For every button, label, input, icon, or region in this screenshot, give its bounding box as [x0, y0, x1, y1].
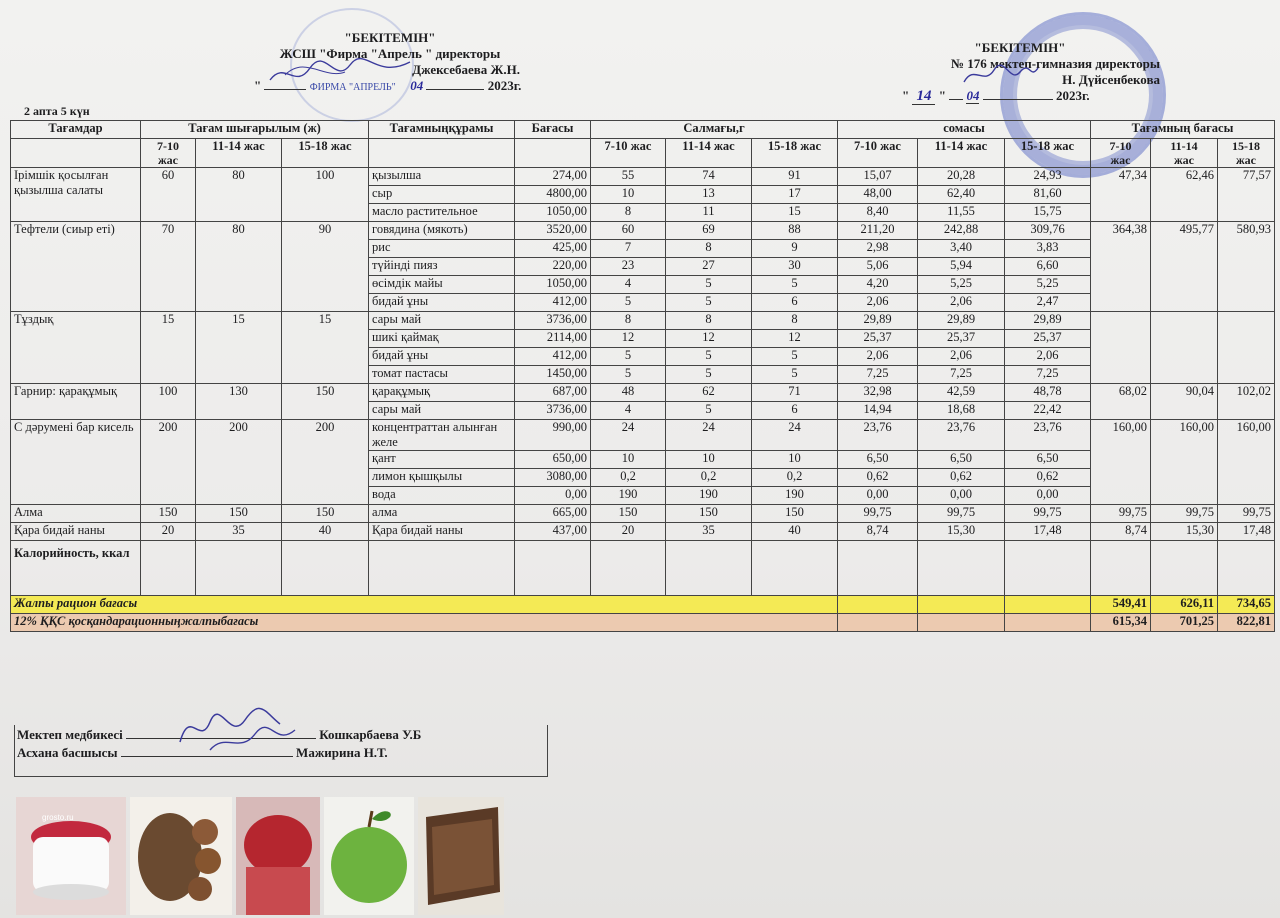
dish-output-age1: 60: [141, 168, 196, 222]
ingredient-name: алма: [369, 505, 515, 523]
ingredient-weight-age1: 5: [591, 366, 666, 384]
ingredient-weight-age2: 5: [666, 366, 752, 384]
ingredient-name: концентраттан алынған желе: [369, 420, 515, 451]
ingredient-price: 650,00: [515, 451, 591, 469]
dish-output-age3: 15: [282, 312, 369, 384]
total-price-age2: 626,11: [1151, 596, 1218, 614]
ingredient-sum-age3: 6,50: [1005, 451, 1091, 469]
ingredient-sum-age1: 23,76: [838, 420, 918, 451]
ingredient-sum-age1: 211,20: [838, 222, 918, 240]
ingredient-sum-age3: 15,75: [1005, 204, 1091, 222]
ingredient-weight-age3: 5: [752, 366, 838, 384]
ingredient-weight-age2: 8: [666, 312, 752, 330]
dish-output-age2: 80: [196, 168, 282, 222]
dish-name: Гарнир: қарақұмық: [11, 384, 141, 420]
ingredient-sum-age1: 14,94: [838, 402, 918, 420]
ingredient-row: [11, 222, 1275, 240]
total-price-row: [11, 596, 1275, 614]
ingredient-sum-age2: 7,25: [918, 366, 1005, 384]
approval-title-right: "БЕКІТЕМІН": [974, 40, 1066, 55]
col-dish-price: Тағамның бағасы: [1091, 121, 1275, 139]
dish-total-price-age2: 90,04: [1151, 384, 1218, 420]
dish-name: Алма: [11, 505, 141, 523]
ingredient-weight-age2: 190: [666, 487, 752, 505]
col-weight-age1: 7-10 жас: [591, 139, 666, 168]
ingredient-sum-age2: 99,75: [918, 505, 1005, 523]
dish-total-price-age1: 364,38: [1091, 222, 1151, 312]
ingredient-weight-age2: 8: [666, 240, 752, 258]
col-sum: сомасы: [838, 121, 1091, 139]
meatballs-buckwheat-photo: [130, 797, 232, 915]
ingredient-sum-age1: 29,89: [838, 312, 918, 330]
ingredient-sum-age1: 25,37: [838, 330, 918, 348]
approval-date-month-left: 04: [410, 78, 424, 93]
dish-output-age3: 40: [282, 523, 369, 541]
ingredient-weight-age1: 48: [591, 384, 666, 402]
ingredient-name: сары май: [369, 402, 515, 420]
ingredient-price: 990,00: [515, 420, 591, 451]
ingredient-sum-age3: 2,47: [1005, 294, 1091, 312]
ingredient-sum-age1: 8,40: [838, 204, 918, 222]
ingredient-sum-age1: 32,98: [838, 384, 918, 402]
dish-total-price-age1: 99,75: [1091, 505, 1151, 523]
ingredient-price: 1450,00: [515, 366, 591, 384]
header-row-1: [11, 121, 1275, 139]
approval-date-year-left: 2023г.: [487, 78, 522, 93]
ingredient-sum-age3: 29,89: [1005, 312, 1091, 330]
ingredient-weight-age3: 17: [752, 186, 838, 204]
ingredient-weight-age2: 150: [666, 505, 752, 523]
ingredient-row: [11, 312, 1275, 330]
ingredient-price: 4800,00: [515, 186, 591, 204]
dish-name: Қара бидай наны: [11, 523, 141, 541]
dish-output-age3: 90: [282, 222, 369, 312]
ingredient-weight-age3: 15: [752, 204, 838, 222]
ingredient-weight-age2: 5: [666, 276, 752, 294]
dish-output-age3: 150: [282, 384, 369, 420]
ingredient-sum-age3: 99,75: [1005, 505, 1091, 523]
ingredient-weight-age1: 4: [591, 276, 666, 294]
dish-output-age3: 200: [282, 420, 369, 505]
ingredient-sum-age3: 48,78: [1005, 384, 1091, 402]
nurse-name: Кошкарбаева У.Б: [319, 727, 422, 742]
dish-total-price-age1: 47,34: [1091, 168, 1151, 222]
approval-date-day-left: ": [254, 78, 262, 93]
dish-total-price-age3: 102,02: [1218, 384, 1275, 420]
ingredient-sum-age1: 2,98: [838, 240, 918, 258]
col-sum-age3: 15-18 жас: [1005, 139, 1091, 168]
ingredient-weight-age3: 40: [752, 523, 838, 541]
col-output-age3: 15-18 жас: [282, 139, 369, 168]
ingredient-weight-age1: 55: [591, 168, 666, 186]
ingredient-weight-age1: 8: [591, 204, 666, 222]
dish-output-age2: 150: [196, 505, 282, 523]
ingredient-sum-age3: 25,37: [1005, 330, 1091, 348]
rye-bread-photo: [418, 797, 504, 915]
ingredient-price: 437,00: [515, 523, 591, 541]
ingredient-weight-age1: 150: [591, 505, 666, 523]
ingredient-name: говядина (мякоть): [369, 222, 515, 240]
approval-date-year-right: 2023г.: [1055, 88, 1090, 103]
ingredient-sum-age1: 5,06: [838, 258, 918, 276]
ingredient-name: бидай ұны: [369, 294, 515, 312]
ingredient-sum-age2: 5,94: [918, 258, 1005, 276]
ingredient-sum-age2: 2,06: [918, 348, 1005, 366]
ingredient-sum-age3: 24,93: [1005, 168, 1091, 186]
ingredient-weight-age1: 5: [591, 348, 666, 366]
vat-price-age3: 822,81: [1218, 614, 1275, 632]
ingredient-weight-age3: 88: [752, 222, 838, 240]
ingredient-price: 3520,00: [515, 222, 591, 240]
ingredient-name: қант: [369, 451, 515, 469]
ingredient-row: [11, 523, 1275, 541]
ingredient-sum-age2: 18,68: [918, 402, 1005, 420]
ingredient-sum-age2: 2,06: [918, 294, 1005, 312]
week-day-label: 2 апта 5 күн: [24, 104, 90, 118]
ingredient-price: 412,00: [515, 348, 591, 366]
ingredient-weight-age2: 10: [666, 451, 752, 469]
dish-total-price-age1: [1091, 312, 1151, 384]
ingredient-sum-age1: 2,06: [838, 294, 918, 312]
ingredient-name: лимон қышқылы: [369, 469, 515, 487]
ingredient-sum-age2: 11,55: [918, 204, 1005, 222]
col-weight: Салмағы,г: [591, 121, 838, 139]
total-price-label: Жалпы рацион бағасы: [11, 596, 838, 614]
ingredient-sum-age3: 309,76: [1005, 222, 1091, 240]
ingredient-name: өсімдік майы: [369, 276, 515, 294]
ingredient-sum-age3: 5,25: [1005, 276, 1091, 294]
chef-role: Асхана басшысы: [17, 745, 118, 760]
ingredient-sum-age1: 0,00: [838, 487, 918, 505]
dish-output-age1: 100: [141, 384, 196, 420]
ingredient-weight-age3: 9: [752, 240, 838, 258]
ingredient-name: қарақұмық: [369, 384, 515, 402]
dish-total-price-age2: 99,75: [1151, 505, 1218, 523]
ingredient-weight-age1: 60: [591, 222, 666, 240]
dish-output-age2: 35: [196, 523, 282, 541]
approval-line1-left: ЖСШ "Фирма "Апрель " директоры: [279, 46, 501, 61]
vat-price-age2: 701,25: [1151, 614, 1218, 632]
ingredient-name: қызылша: [369, 168, 515, 186]
dish-output-age1: 15: [141, 312, 196, 384]
nurse-role: Мектеп медбикесі: [17, 727, 123, 742]
ingredient-weight-age3: 24: [752, 420, 838, 451]
ingredient-weight-age3: 6: [752, 402, 838, 420]
ingredient-weight-age2: 13: [666, 186, 752, 204]
dish-name: С дәрумені бар кисель: [11, 420, 141, 505]
dish-total-price-age1: 160,00: [1091, 420, 1151, 505]
ingredient-price: 0,00: [515, 487, 591, 505]
dish-total-price-age3: 77,57: [1218, 168, 1275, 222]
total-price-age3: 734,65: [1218, 596, 1275, 614]
dish-output-age3: 100: [282, 168, 369, 222]
ingredient-weight-age2: 5: [666, 402, 752, 420]
dish-total-price-age3: 580,93: [1218, 222, 1275, 312]
dish-name: Ірімшік қосылған қызылша салаты: [11, 168, 141, 222]
dish-total-price-age2: 495,77: [1151, 222, 1218, 312]
ingredient-sum-age2: 29,89: [918, 312, 1005, 330]
kissel-photo: [236, 797, 320, 915]
calories-label: Калорийность, ккал: [11, 541, 141, 596]
dish-total-price-age3: [1218, 312, 1275, 384]
ingredient-name: түйінді пияз: [369, 258, 515, 276]
ingredient-sum-age1: 99,75: [838, 505, 918, 523]
ingredient-name: Қара бидай наны: [369, 523, 515, 541]
ingredient-sum-age3: 7,25: [1005, 366, 1091, 384]
ingredient-name: масло растительное: [369, 204, 515, 222]
ingredient-weight-age3: 150: [752, 505, 838, 523]
approval-date-month-right: 04: [966, 88, 980, 103]
ingredient-sum-age1: 7,25: [838, 366, 918, 384]
col-composition: Тағамныңқұрамы: [369, 121, 515, 139]
vat-price-age1: 615,34: [1091, 614, 1151, 632]
ingredient-weight-age1: 20: [591, 523, 666, 541]
ingredient-sum-age2: 42,59: [918, 384, 1005, 402]
ingredient-price: 3080,00: [515, 469, 591, 487]
ingredient-weight-age2: 12: [666, 330, 752, 348]
dish-name: Тұздық: [11, 312, 141, 384]
ingredient-weight-age2: 74: [666, 168, 752, 186]
ingredient-price: 2114,00: [515, 330, 591, 348]
ingredient-name: сары май: [369, 312, 515, 330]
vat-price-row: [11, 614, 1275, 632]
ingredient-name: бидай ұны: [369, 348, 515, 366]
dish-total-price-age3: 160,00: [1218, 420, 1275, 505]
ingredient-sum-age3: 23,76: [1005, 420, 1091, 451]
ingredient-name: вода: [369, 487, 515, 505]
dish-output-age1: 200: [141, 420, 196, 505]
ingredient-weight-age3: 190: [752, 487, 838, 505]
calories-row: [11, 541, 1275, 596]
ingredient-sum-age3: 0,00: [1005, 487, 1091, 505]
ingredient-sum-age2: 0,62: [918, 469, 1005, 487]
approval-line1-right: № 176 мектеп-гимназия директоры: [950, 56, 1160, 71]
ingredient-name: сыр: [369, 186, 515, 204]
ingredient-sum-age2: 242,88: [918, 222, 1005, 240]
ingredient-name: шикі қаймақ: [369, 330, 515, 348]
dish-output-age2: 130: [196, 384, 282, 420]
dish-name: Тефтели (сиыр еті): [11, 222, 141, 312]
ingredient-weight-age1: 4: [591, 402, 666, 420]
ingredient-weight-age1: 190: [591, 487, 666, 505]
ingredient-sum-age2: 6,50: [918, 451, 1005, 469]
ingredient-price: 687,00: [515, 384, 591, 402]
ingredient-name: томат пастасы: [369, 366, 515, 384]
ingredient-weight-age2: 27: [666, 258, 752, 276]
ingredient-weight-age3: 5: [752, 348, 838, 366]
stamp-text-left: ФИРМА "АПРЕЛЬ": [309, 82, 396, 93]
ingredient-weight-age3: 12: [752, 330, 838, 348]
dish-total-price-age3: 17,48: [1218, 523, 1275, 541]
col-price: Бағасы: [515, 121, 591, 139]
ingredient-sum-age2: 23,76: [918, 420, 1005, 451]
ingredient-weight-age2: 11: [666, 204, 752, 222]
ingredient-weight-age2: 69: [666, 222, 752, 240]
dish-output-age1: 20: [141, 523, 196, 541]
ingredient-sum-age3: 81,60: [1005, 186, 1091, 204]
menu-table: [10, 120, 1275, 632]
ingredient-price: 1050,00: [515, 204, 591, 222]
apple-photo: [324, 797, 414, 915]
ingredient-sum-age2: 20,28: [918, 168, 1005, 186]
col-price-age2: 11-14 жас: [1151, 139, 1218, 168]
ingredient-sum-age3: 3,83: [1005, 240, 1091, 258]
col-output-age2: 11-14 жас: [196, 139, 282, 168]
dish-output-age1: 150: [141, 505, 196, 523]
chef-name: Мажирина Н.Т.: [296, 745, 388, 760]
ingredient-name: рис: [369, 240, 515, 258]
dish-total-price-age3: 99,75: [1218, 505, 1275, 523]
col-weight-age3: 15-18 жас: [752, 139, 838, 168]
col-weight-age2: 11-14 жас: [666, 139, 752, 168]
ingredient-sum-age1: 2,06: [838, 348, 918, 366]
ingredient-price: 1050,00: [515, 276, 591, 294]
ingredient-sum-age2: 15,30: [918, 523, 1005, 541]
dish-total-price-age2: 160,00: [1151, 420, 1218, 505]
approval-line2-right: Н. Дүйсенбекова: [1062, 72, 1160, 87]
dish-total-price-age2: 15,30: [1151, 523, 1218, 541]
ingredient-weight-age1: 12: [591, 330, 666, 348]
ingredient-sum-age3: 0,62: [1005, 469, 1091, 487]
ingredient-weight-age2: 24: [666, 420, 752, 451]
ingredient-weight-age2: 5: [666, 348, 752, 366]
ingredient-weight-age1: 24: [591, 420, 666, 451]
ingredient-weight-age1: 7: [591, 240, 666, 258]
director-signature-right: [960, 60, 1040, 90]
col-sum-age1: 7-10 жас: [838, 139, 918, 168]
dish-total-price-age2: 62,46: [1151, 168, 1218, 222]
ingredient-sum-age3: 6,60: [1005, 258, 1091, 276]
ingredient-sum-age1: 4,20: [838, 276, 918, 294]
ingredient-sum-age2: 3,40: [918, 240, 1005, 258]
col-output: Тағам шығарылым (ж): [141, 121, 369, 139]
ingredient-price: 425,00: [515, 240, 591, 258]
col-output-age1: 7-10 жас: [141, 139, 196, 168]
ingredient-weight-age3: 71: [752, 384, 838, 402]
ingredient-weight-age1: 8: [591, 312, 666, 330]
ingredient-weight-age2: 35: [666, 523, 752, 541]
photo-watermark: grosto.ru: [42, 813, 74, 822]
ingredient-sum-age3: 2,06: [1005, 348, 1091, 366]
ingredient-price: 665,00: [515, 505, 591, 523]
ingredient-weight-age1: 23: [591, 258, 666, 276]
ingredient-row: [11, 168, 1275, 186]
nurse-chef-signatures: [170, 702, 310, 758]
dish-output-age1: 70: [141, 222, 196, 312]
ingredient-weight-age3: 8: [752, 312, 838, 330]
ingredient-row: [11, 384, 1275, 402]
ingredient-price: 274,00: [515, 168, 591, 186]
ingredient-sum-age2: 62,40: [918, 186, 1005, 204]
ingredient-row: [11, 420, 1275, 451]
ingredient-weight-age3: 0,2: [752, 469, 838, 487]
approval-date-day-right: 14: [912, 88, 935, 105]
ingredient-weight-age3: 30: [752, 258, 838, 276]
ingredient-price: 220,00: [515, 258, 591, 276]
ingredient-weight-age3: 6: [752, 294, 838, 312]
col-price-age1: 7-10 жас: [1091, 139, 1151, 168]
ingredient-sum-age1: 8,74: [838, 523, 918, 541]
ingredient-price: 3736,00: [515, 312, 591, 330]
col-sum-age2: 11-14 жас: [918, 139, 1005, 168]
dish-output-age3: 150: [282, 505, 369, 523]
ingredient-weight-age1: 5: [591, 294, 666, 312]
dish-output-age2: 15: [196, 312, 282, 384]
ingredient-sum-age3: 22,42: [1005, 402, 1091, 420]
ingredient-weight-age1: 10: [591, 186, 666, 204]
dish-total-price-age1: 68,02: [1091, 384, 1151, 420]
dish-output-age2: 200: [196, 420, 282, 505]
approval-title-left: "БЕКІТЕМІН": [344, 30, 436, 45]
ingredient-weight-age3: 10: [752, 451, 838, 469]
ingredient-sum-age3: 17,48: [1005, 523, 1091, 541]
ingredient-sum-age2: 25,37: [918, 330, 1005, 348]
beet-salad-photo: [16, 797, 126, 915]
col-price-age3: 15-18 жас: [1218, 139, 1275, 168]
vat-price-label: 12% ҚҚС қосқандарационныңжалпыбағасы: [11, 614, 838, 632]
dish-total-price-age1: 8,74: [1091, 523, 1151, 541]
director-signature-left: [265, 50, 415, 90]
ingredient-weight-age2: 5: [666, 294, 752, 312]
ingredient-weight-age3: 5: [752, 276, 838, 294]
ingredient-price: 412,00: [515, 294, 591, 312]
col-dishes: Тағамдар: [11, 121, 141, 139]
ingredient-sum-age1: 15,07: [838, 168, 918, 186]
ingredient-sum-age1: 48,00: [838, 186, 918, 204]
ingredient-weight-age2: 0,2: [666, 469, 752, 487]
ingredient-sum-age1: 6,50: [838, 451, 918, 469]
ingredient-weight-age3: 91: [752, 168, 838, 186]
header-row-2: [11, 139, 1275, 168]
ingredient-row: [11, 505, 1275, 523]
dish-output-age2: 80: [196, 222, 282, 312]
total-price-age1: 549,41: [1091, 596, 1151, 614]
ingredient-weight-age2: 62: [666, 384, 752, 402]
dish-total-price-age2: [1151, 312, 1218, 384]
ingredient-weight-age1: 10: [591, 451, 666, 469]
ingredient-sum-age1: 0,62: [838, 469, 918, 487]
ingredient-weight-age1: 0,2: [591, 469, 666, 487]
ingredient-price: 3736,00: [515, 402, 591, 420]
ingredient-sum-age2: 0,00: [918, 487, 1005, 505]
ingredient-sum-age2: 5,25: [918, 276, 1005, 294]
approval-line2-left: Джексебаева Ж.Н.: [412, 62, 520, 77]
approval-date-right: " 14 " 04 2023г.: [902, 88, 1090, 104]
